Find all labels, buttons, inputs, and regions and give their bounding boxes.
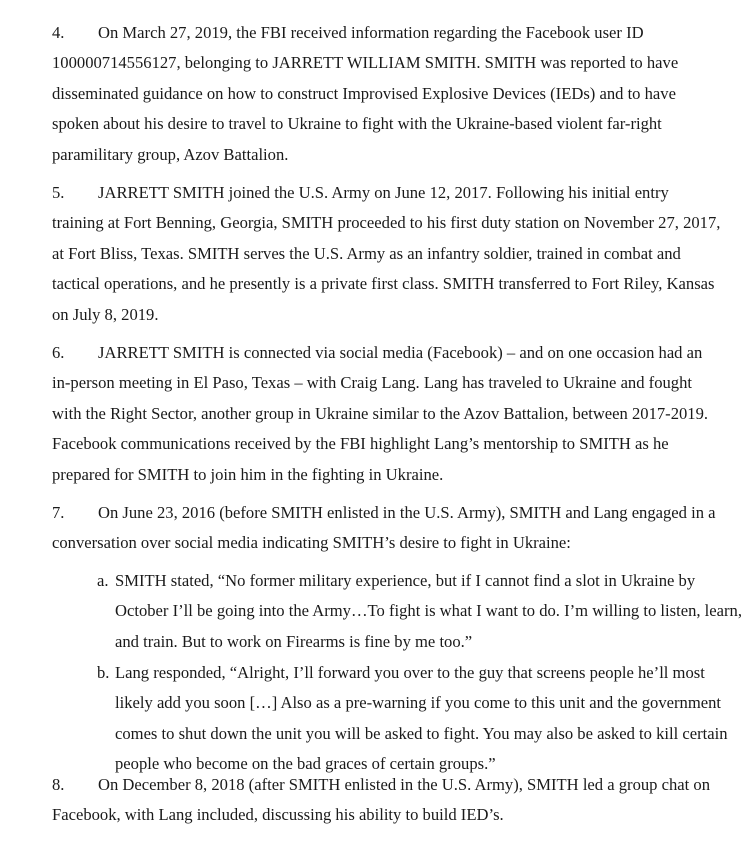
paragraph-text: JARRETT SMITH joined the U.S. Army on June 12, 2017. Following his initial entry training at Fort Benning, Georgia, SMITH proceeded to his first duty station on November 27, 2017, at Fort Bliss, Texas. SMITH serves the U.S. Army as an infantry soldier, trained in combat and tactical operations, and he presently is a private first class. SMITH transferred to Fort Riley, Kansas on July 8, 2019. bbox=[52, 183, 721, 324]
paragraph-number: 8. bbox=[52, 775, 65, 794]
subparagraph-letter: a. bbox=[97, 571, 109, 590]
paragraph-4 bbox=[52, 18, 724, 170]
subparagraph-text: Lang responded, “Alright, I’ll forward you over to the guy that screens people he’ll most likely add you soon […] Also as a pre-warning if you come to this unit and the government comes to shut down the unit you will be asked to fight. You may also be asked to kill certain people who become on the bad graces of certain groups.” bbox=[115, 663, 728, 774]
paragraph-number: 7. bbox=[52, 503, 65, 522]
subparagraph-text: SMITH stated, “No former military experience, but if I cannot find a slot in Ukraine by October I’ll be going into the Army…To fight is what I want to do. I’m willing to listen, learn, and train. But to work on Firearms is fine by me too.” bbox=[115, 571, 742, 651]
paragraph-6 bbox=[52, 338, 724, 490]
paragraph-text: On December 8, 2018 (after SMITH enlisted in the U.S. Army), SMITH led a group chat on Facebook, with Lang included, discussing his ability to build IED’s. bbox=[52, 775, 710, 825]
paragraph-number: 6. bbox=[52, 343, 65, 362]
paragraph-text: On June 23, 2016 (before SMITH enlisted in the U.S. Army), SMITH and Lang engaged in a conversation over social media indicating SMITH’s desire to fight in Ukraine: bbox=[52, 503, 716, 553]
subparagraph-a bbox=[97, 566, 745, 657]
paragraph-text: On March 27, 2019, the FBI received information regarding the Facebook user ID 100000714556127, belonging to JARRETT WILLIAM SMITH. SMITH was reported to have disseminated guidance on how to construct Improvised Explosive Devices (IEDs) and to have spoken about his desire to travel to Ukraine to fight with the Ukraine-based violent far-right paramilitary group, Azov Battalion. bbox=[52, 23, 679, 164]
paragraph-7 bbox=[52, 498, 724, 559]
subparagraph-letter: b. bbox=[97, 663, 110, 682]
paragraph-text: JARRETT SMITH is connected via social media (Facebook) – and on one occasion had an in-person meeting in El Paso, Texas – with Craig Lang. Lang has traveled to Ukraine and fought with the Right Sector, another group in Ukraine similar to the Azov Battalion, between 2017-2019. Facebook communications received by the FBI highlight Lang’s mentorship to SMITH as he prepared for SMITH to join him in the fighting in Ukraine. bbox=[52, 343, 709, 484]
paragraph-5 bbox=[52, 178, 724, 330]
paragraph-number: 5. bbox=[52, 183, 65, 202]
paragraph-8 bbox=[52, 770, 724, 831]
paragraph-number: 4. bbox=[52, 23, 65, 42]
subparagraph-b bbox=[97, 658, 745, 780]
